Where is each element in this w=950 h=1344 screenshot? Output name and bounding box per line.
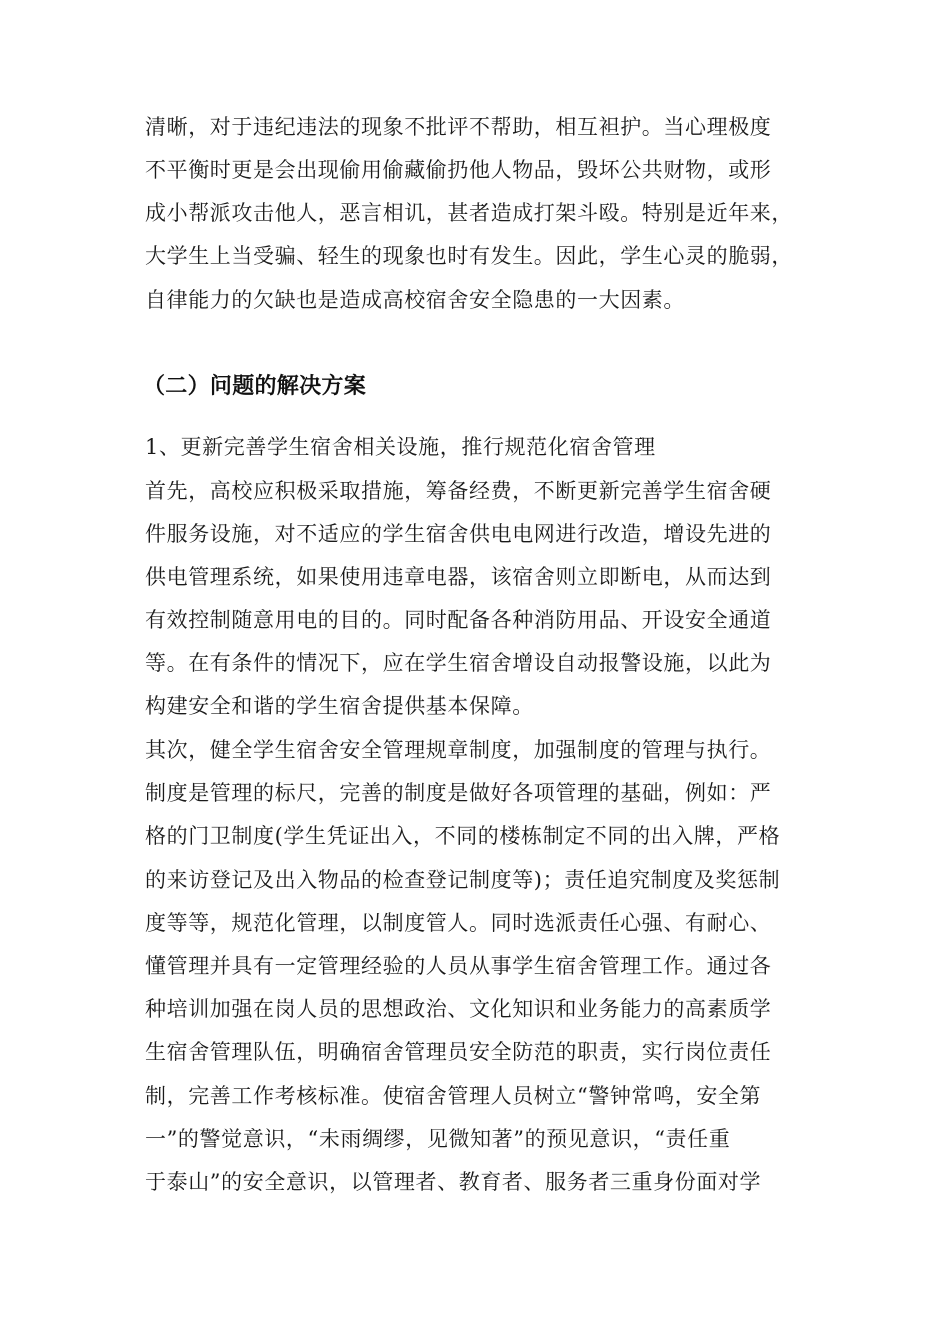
paragraph-line: 清晰，对于违纪违法的现象不批评不帮助，相互袒护。当心理极度 [145,115,772,139]
paragraph-line: 其次，健全学生宿舍安全管理规章制度，加强制度的管理与执行。 [145,738,772,762]
paragraph-line: 自律能力的欠缺也是造成高校宿舍安全隐患的一大因素。 [145,288,685,312]
paragraph-line: 不平衡时更是会出现偷用偷藏偷扔他人物品，毁坏公共财物，或形 [145,158,772,182]
paragraph-line: 构建安全和谐的学生宿舍提供基本保障。 [145,694,534,718]
paragraph-line: 件服务设施，对不适应的学生宿舍供电电网进行改造，增设先进的 [145,522,772,546]
paragraph-line: 成小帮派攻击他人，恶言相讥，甚者造成打架斗殴。特别是近年来， [145,201,793,225]
section-heading: （二）问题的解决方案 [143,374,367,399]
paragraph-line: 制，完善工作考核标准。使宿舍管理人员树立“警钟常鸣，安全第 [145,1084,762,1108]
paragraph-line: 等。在有条件的情况下，应在学生宿舍增设自动报警设施，以此为 [145,651,772,675]
paragraph-line: 度等等，规范化管理，以制度管人。同时选派责任心强、有耐心、 [145,911,772,935]
paragraph-line: 大学生上当受骗、轻生的现象也时有发生。因此，学生心灵的脆弱， [145,244,793,268]
paragraph-line: 制度是管理的标尺，完善的制度是做好各项管理的基础，例如：严 [145,781,772,805]
paragraph-line: 有效控制随意用电的目的。同时配备各种消防用品、开设安全通道 [145,608,772,632]
paragraph-line: 一”的警觉意识，“未雨绸缪，见微知著”的预见意识，“责任重 [145,1127,731,1151]
paragraph-line: 首先，高校应积极采取措施，筹备经费，不断更新完善学生宿舍硬 [145,479,772,503]
subsection-title: 1、更新完善学生宿舍相关设施，推行规范化宿舍管理 [145,435,656,459]
paragraph-line: 供电管理系统，如果使用违章电器，该宿舍则立即断电，从而达到 [145,565,772,589]
paragraph-line: 格的门卫制度(学生凭证出入，不同的楼栋制定不同的出入牌，严格 [145,824,781,848]
paragraph-line: 生宿舍管理队伍，明确宿舍管理员安全防范的职责，实行岗位责任 [145,1040,772,1064]
paragraph-line: 的来访登记及出入物品的检查登记制度等)；责任追究制度及奖惩制 [145,868,781,892]
paragraph-line: 种培训加强在岗人员的思想政治、文化知识和业务能力的高素质学 [145,997,772,1021]
paragraph-line: 于泰山”的安全意识，以管理者、教育者、服务者三重身份面对学 [145,1170,762,1194]
paragraph-line: 懂管理并具有一定管理经验的人员从事学生宿舍管理工作。通过各 [145,954,772,978]
